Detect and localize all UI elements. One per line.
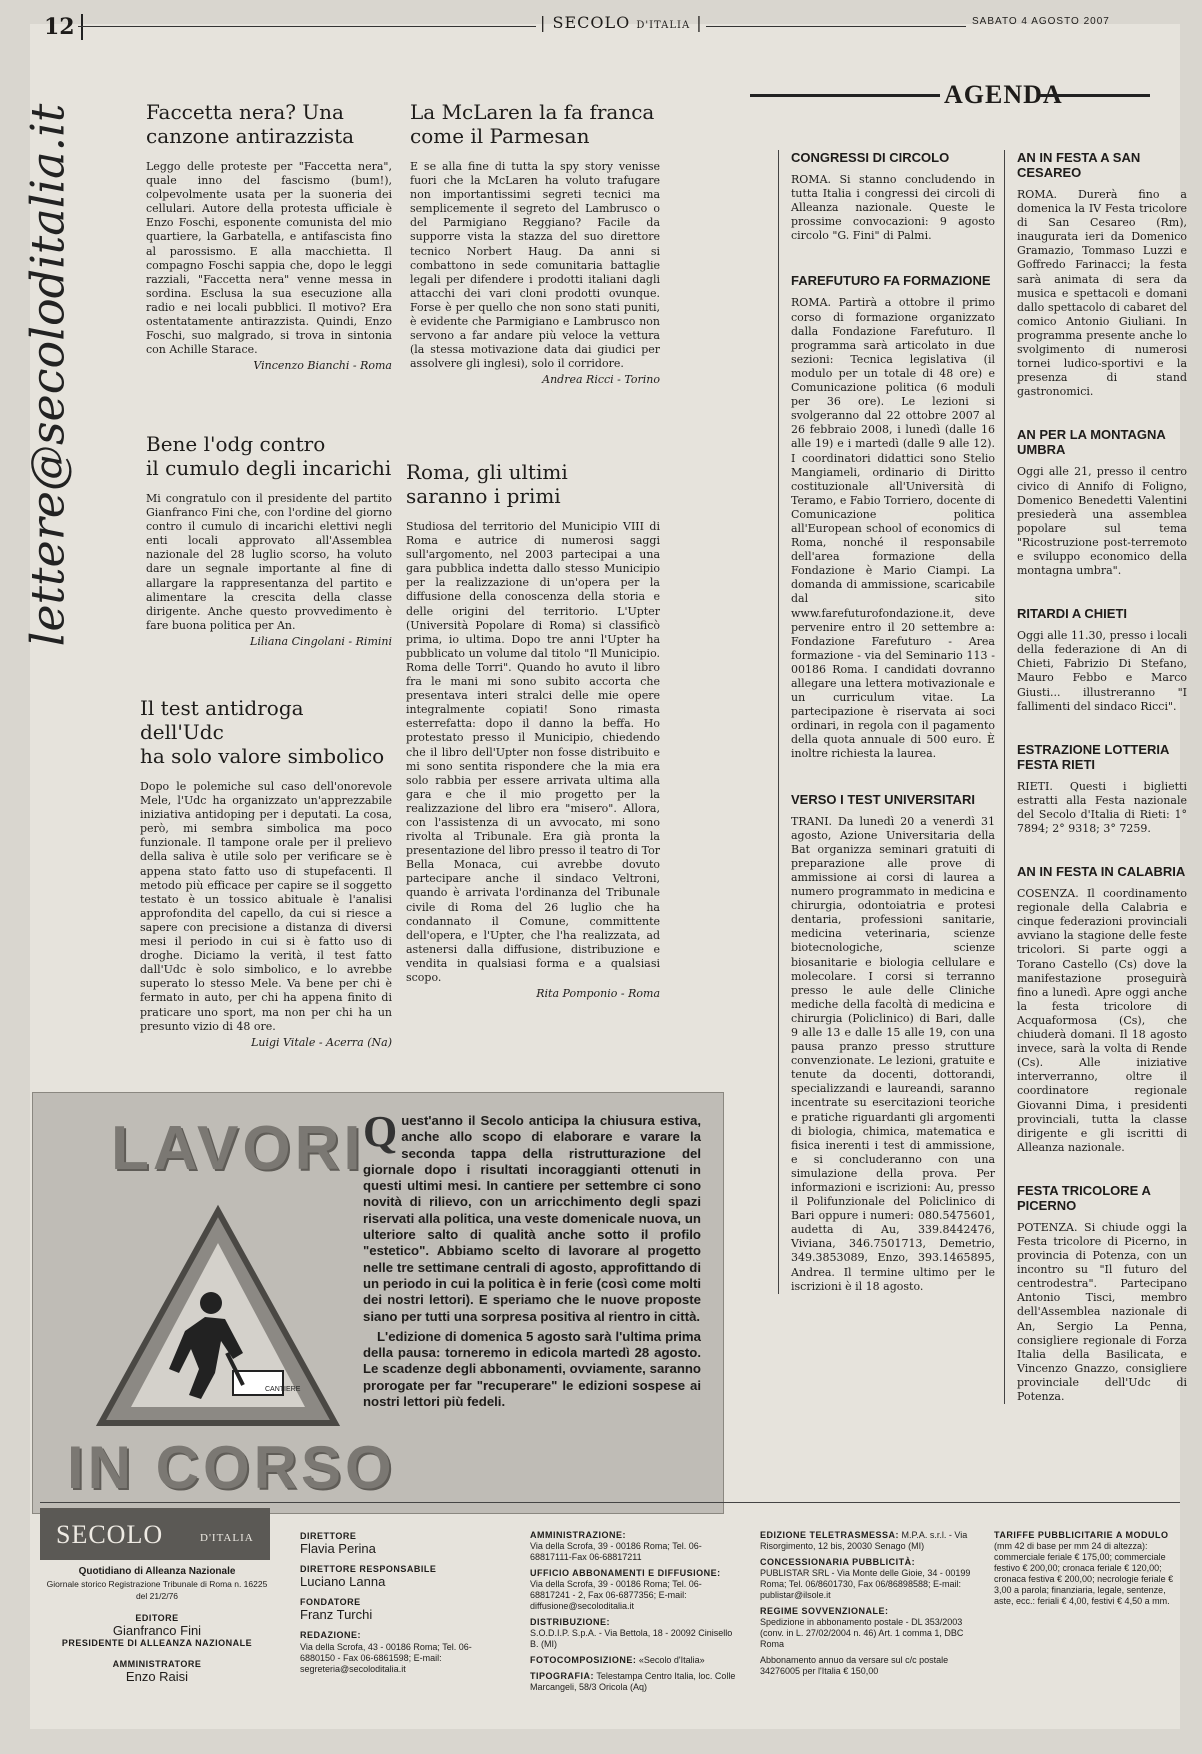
- agenda-item-title: VERSO I TEST UNIVERSITARI: [791, 791, 975, 807]
- editor-name: Gianfranco Fini: [112, 1623, 202, 1638]
- editor-role: PRESIDENTE DI ALLEANZA NAZIONALE: [61, 1638, 253, 1648]
- publication-title: SECOLO: [552, 13, 631, 32]
- agenda-item-body: RIETI. Questi i biglietti estratti alla Festa nazionale del Secolo d'Italia di Rieti: 1° 7894; 2° 9318; 3° 7259.: [1017, 779, 1187, 835]
- agenda-rule-right: [1040, 94, 1150, 97]
- banner-word-in-corso: IN CORSO: [67, 1434, 396, 1501]
- masthead-suffix: D'ITALIA: [200, 1532, 254, 1544]
- footer-rule: [40, 1502, 1180, 1503]
- agenda-item-body: ROMA. Partirà a ottobre il primo corso di formazione organizzato dalla Fondazione Farefuturo. Il programma sarà articolato in due sezioni: Tecnica legislativa (il modulo per un totale di 48 ore) e Comunicazione politica (6 moduli per 36 ore). Le lezioni si svolgeranno dal 22 ottobre 2007 al 26 febbraio 2008, i lunedì (dalle 16 alle 19) e i martedì (dalle 9 alle 12). I coordinatori didattici sono Stelio Mangiameli, ordinario di Diritto costituzionale all'Università di Teramo, e Fabio Torriero, docente di Comunicazione politica all'European school of economics di Roma, nonché il responsabile dell'area formazione della Fondazione è Mario Ciampi. La domanda di ammissione, scaricabile dal sito www.farefuturofondazione.it, deve pervenire entro il 20 settembre a: Fondazione Farefuturo - Area formazione - via del Seminario 113 - 00186 Roma. I candidati dovranno allegare una lettera motivazionale e un curriculum vitae. La partecipazione è riservata ai soci ordinari, in regola con il pagamento della quota annuale di 500 euro. È inoltre richiesta la laurea.: [791, 296, 995, 761]
- agenda-item: [1017, 864, 1187, 1155]
- agenda-item-title: FAREFUTURO FA FORMAZIONE: [791, 273, 991, 289]
- banner-dropcap: Q: [363, 1107, 398, 1156]
- agenda-item-title: RITARDI A CHIETI: [1017, 606, 1128, 622]
- agenda-item-title: FESTA TRICOLORE A PICERNO: [1017, 1182, 1151, 1213]
- footer-editor-block: [44, 1566, 270, 1683]
- agenda-item: [1017, 606, 1187, 714]
- admin-name: Enzo Raisi: [125, 1669, 189, 1684]
- letter-body: Leggo delle proteste per "Faccetta nera", quale inno del fascismo (bum!), colpevolmente usata per la suoneria dei cellulari. Autore della protesta ufficiale è Enzo Foschi, esponente comunista del mio quartiere, la Garbatella, e antifascista fino al parossismo. E alla macchietta. Il compagno Foschi sappia che, dopo le leggi razziali, "Faccetta nera" venne messa in sordina. Esclusa la sua esecuzione alla radio e nei locali pubblici. Il motivo? Era ostentatamente antirazzista. Quindi, Enzo Foschi, suo malgrado, si trova in sintonia con Achille Starace.: [146, 160, 392, 357]
- letter-body: E se alla fine di tutta la spy story venisse fuori che la McLaren ha voluto trafugare non importantissimi segreti tecnici ma semplicemente il segreto del Lambrusco o del Parmigiano Reggiano? Facile da supporre vista la stazza del suo direttore tecnico Norbert Haug. Da anni si combattono in sede comunitaria battaglie legali per difendere i prodotti italiani dagli attacchi dei vari cloni prodotti ovunque. Forse è per quello che non sono stati puniti, è evidente che Parmigiano e Lambrusco non servono a far andare più veloce la vettura (la stessa motivazione data dai giudici per assolvere gli inglesi), solo il corridore.: [410, 160, 660, 371]
- letters-email-vertical: [2, 103, 92, 647]
- letter-signature: Rita Pomponio - Roma: [536, 987, 660, 1001]
- agenda-item-body: ROMA. Si stanno concludendo in tutta Italia i congressi dei circoli di Alleanza nazionale. Queste le prossime convocazioni: 9 agosto circolo "G. Fini" di Palmi.: [791, 173, 995, 243]
- lavori-in-corso-banner: [32, 1092, 724, 1514]
- page-number: 12: [44, 14, 83, 40]
- letter-title: Il test antidroga dell'Udc ha solo valore simbolico: [140, 696, 385, 768]
- banner-paragraph-2: L'edizione di domenica 5 agosto sarà l'ultima prima della pausa: torneremo in edicola martedì 28 agosto. Le scadenze degli abbonamenti, ovviamente, saranno prorogate per far "recuperare" le edizioni sospese ai nostri lettori più fedeli.: [363, 1328, 701, 1410]
- agenda-item-body: ROMA. Durerà fino a domenica la IV Festa tricolore di San Cesareo (Rm), inaugurata ieri da Domenico Gramazio, Tommaso Luzzi e Goffredo Farinacci; la festa sarà animata di sera da musica e spettacoli e domani dallo spettacolo di cabaret del comico Antonio Giuliani. In programma presente anche lo svolgimento di numerosi tornei ludico-sportivi e la presenza di stand gastronomici.: [1017, 188, 1187, 399]
- letter-signature: Luigi Vitale - Acerra (Na): [251, 1035, 392, 1049]
- agenda-rule-left: [750, 94, 940, 97]
- header-rule-right: [706, 26, 966, 27]
- agenda-title: AGENDA: [944, 80, 1063, 109]
- agenda-item-body: POTENZA. Si chiude oggi la Festa tricolore di Picerno, in provincia di Potenza, con un incontro su "Il futuro del centrodestra". Partecipano Antonio Tisci, membro dell'Assemblea nazionale di An, Sergio La Penna, consigliere regionale di Forza Italia della Basilicata, e Vincenzo Gnazzo, consigliere provinciale dell'Udc di Potenza.: [1017, 1220, 1187, 1403]
- footer-directors: DIRETTORE Flavia Perina DIRETTORE RESPONSABILE Luciano Lanna FONDATORE Franz Turchi REDAZIONE: Via della Scrofa, 43 - 00186 Roma; Tel. 06-6880150 - Fax 06-6861598; E-mail: segreteria@secoloditalia.it: [300, 1530, 496, 1675]
- roadwork-sign-icon: [93, 1203, 343, 1433]
- letter-title: Bene l'odg contro il cumulo degli incarichi: [146, 432, 392, 480]
- agenda-item: [1017, 742, 1187, 836]
- letter-title: Faccetta nera? Una canzone antirazzista: [146, 100, 355, 148]
- masthead-title: SECOLO: [56, 1520, 164, 1549]
- agenda-item-body: Oggi alle 11.30, presso i locali della federazione di An di Chieti, Fabrizio Di Stefano, Mauro Febbo e Marco Giusti... illustreranno "I fallimenti del sindaco Ricci".: [1017, 629, 1187, 713]
- footer-administration: AMMINISTRAZIONE: Via della Scrofa, 39 - 00186 Roma; Tel. 06-68817111-Fax 06-68817211 UFFICIO ABBONAMENTI E DIFFUSIONE: Via della Scrofa, 39 - 00186 Roma; Tel. 06-68817241 - 2, Fax 06-6877356; E-mail: diffusione@secoloditalia.it DISTRIBUZIONE: S.O.D.I.P. S.p.A. - Via Bettola, 18 - 20092 Cinisello B. (MI) FOTOCOMPOSIZIONE: «Secolo d'Italia» TIPOGRAFIA: Telestampa Centro Italia, loc. Colle Marcangeli, 58/3 Oricola (Aq): [530, 1530, 736, 1692]
- footer-registration: Giornale storico Registrazione Tribunale di Roma n. 16225 del 21/2/76: [46, 1579, 268, 1601]
- agenda-item: [1017, 150, 1187, 399]
- agenda-item-title: AN PER LA MONTAGNA UMBRA: [1017, 427, 1166, 458]
- agenda-right-column: [1004, 150, 1187, 1404]
- letter-5: [406, 460, 660, 1000]
- letter-title: Roma, gli ultimi saranno i primi: [406, 460, 568, 508]
- footer-tagline: Quotidiano di Alleanza Nazionale: [78, 1566, 236, 1577]
- redazione-info: Via della Scrofa, 43 - 00186 Roma; Tel. 06-6880150 - Fax 06-6861598; E-mail: segreteria@secoloditalia.it: [300, 1642, 472, 1674]
- agenda-left-column: [778, 150, 995, 1294]
- agenda-item-body: TRANI. Da lunedì 20 a venerdì 31 agosto, Azione Universitaria della Bat organizza seminari gratuiti di preparazione alle prove di ammissione ai corsi di laurea a numero programmato in medicina e chirurgia, odontoiatria e protesi dentaria, professioni sanitarie, medicina veterinaria, scienze biotecnologiche, scienze biosanitarie e biologia cellulare e molecolare. I corsi si terranno presso le aule delle Cliniche mediche della facoltà di medicina e chirurgia (Policlinico) di Bari, dalle 9 alle 13 e dalle 15 alle 19, con una pausa pranzo presso strutture convenzionate. Le lezioni, gratuite e tenute da docenti, dottorandi, specializzandi e laureandi, saranno incentrate su esercitazioni teoriche e pratiche riguardanti gli argomenti di biologia, chimica, matematica e fisica inerenti i test di ammissione, e si concluderanno con una simulazione della prova. Per informazioni e iscrizioni: Au, presso il Polifunzionale del Policlinico di Bari oppure i numeri: 080.5475601, audetta di Au, 339.8442476, Viviana, 346.7501713, Demetrio, 349.3853089, Enzo, 393.1465895, Andrea. Il termine ultimo per le iscrizioni è il 18 agosto.: [791, 814, 995, 1293]
- agenda-item-body: COSENZA. Il coordinamento regionale della Calabria e cinque federazioni provinciali avviano la stagione delle feste tricolori. Si parte oggi a Torano Castello (Cs) dove la manifestazione proseguirà fino a lunedì. Apre oggi anche la festa tricolore di Acquaformosa (Cs), che chiuderà domani. Il 18 agosto invece, sarà la volta di Rende (Cs). Alle iniziative interverranno, oltre il coordinatore regionale Giovanni Dima, i presidenti provinciali, tutta la classe dirigente e gli iscritti di Alleanza nazionale.: [1017, 887, 1187, 1154]
- letter-1: [146, 100, 392, 372]
- issue-date: SABATO 4 AGOSTO 2007: [972, 16, 1110, 27]
- resp-director-name: Luciano Lanna: [300, 1574, 386, 1589]
- letter-4: [410, 100, 660, 386]
- publication-suffix: D'ITALIA: [636, 20, 691, 31]
- footer-ad-rates: TARIFFE PUBBLICITARIE A MODULO (mm 42 di base per mm 24 di altezza): commerciale feriale € 175,00; commerciale festivo € 200,00; cronaca feriale € 120,00; cronaca festiva € 200,00; necrologie feriale € 3,00 a parola; finanziaria, legale, sentenze, aste, ecc.: feriali € 4,00, festivi € 4,50 a mm.: [994, 1530, 1174, 1606]
- header-rule: [78, 26, 536, 27]
- letter-signature: Liliana Cingolani - Rimini: [250, 634, 392, 648]
- publication-name: | SECOLO D'ITALIA |: [540, 13, 703, 32]
- letter-title: La McLaren la fa franca come il Parmesan: [410, 100, 655, 148]
- letter-signature: Vincenzo Bianchi - Roma: [253, 359, 392, 373]
- agenda-item-title: AN IN FESTA IN CALABRIA: [1017, 864, 1186, 880]
- letter-signature: Andrea Ricci - Torino: [542, 373, 660, 387]
- footer-distribution: EDIZIONE TELETRASMESSA: M.P.A. s.r.l. - Via Risorgimento, 12 bis, 20030 Senago (MI) CONCESSIONARIA PUBBLICITÀ: PUBLISTAR SRL - Via Monte delle Gioie, 34 - 00199 Roma; Tel. 06/8601730, Fax 06/86898588; E-mail: publistar@ilsole.it REGIME SOVVENZIONALE: Spedizione in abbonamento postale - DL 353/2003 (conv. in L. 27/02/2004 n. 46) Art. 1 comma 1, DBC Roma Abbonamento annuo da versare sul c/c postale 34276005 per l'Italia € 150,00: [760, 1530, 971, 1676]
- agenda-item-body: Oggi alle 21, presso il centro civico di Annifo di Foligno, Domenico Benedetti Valentini presiederà una assemblea popolare sul tema "Ricostruzione post-terremoto e sviluppo economico della montagna umbra".: [1017, 465, 1187, 578]
- agenda-item-title: ESTRAZIONE LOTTERIA FESTA RIETI: [1017, 741, 1169, 772]
- letter-2: [146, 432, 392, 648]
- agenda-item: [791, 792, 995, 1294]
- director-name: Flavia Perina: [300, 1541, 376, 1556]
- agenda-item: [791, 273, 995, 761]
- founder-name: Franz Turchi: [300, 1607, 373, 1622]
- letter-body: Studiosa del territorio del Municipio VIII di Roma e autrice di numerosi saggi sull'argomento, nel 2003 partecipai a una gara pubblica indetta dallo stesso Municipio per la realizzazione di un'opera per la diffusione della conoscenza della storia e delle origini del territorio. L'Upter (Università Popolare di Roma) si classificò prima, io ultima. Dopo tre anni l'Upter ha pubblicato un volume dal titolo "Il Municipio. Roma delle Torri". Quando ho avuto il libro fra le mani mi sono subito accorta che presentava interi stralci delle mie opere integralmente copiati! Sono rimasta esterrefatta: dopo il danno la beffa. Ho protestato presso il Municipio, chiedendo che il libro dell'Upter non fosse distribuito e mi sono sentita rispondere che la mia era solo rabbia per essere arrivata ultima alla gara e che il mio progetto per la realizzazione del libro era "misero". Allora, con l'assistenza di un avvocato, mi sono rivolta al Tribunale. Era già pronta la presentazione del libro presso il teatro di Tor Bella Monaca, cui avrebbe dovuto partecipare anche il sindaco Veltroni, quando è arrivata l'ordinanza del Tribunale civile di Roma del 26 luglio che ha condannato il Comune, committente dell'opera, e l'Upter, che l'ha realizzata, ad astenersi dalla diffusione, distribuzione e vendita in qualsiasi forma e a qualsiasi scopo.: [406, 520, 660, 984]
- admin-label: AMMINISTRATORE: [112, 1659, 202, 1669]
- agenda-item: [1017, 427, 1187, 578]
- banner-text-block: [363, 1107, 701, 1410]
- banner-paragraph-1: Quest'anno il Secolo anticipa la chiusura estiva, anche allo scopo di elaborare e varare la seconda tappa della ristrutturazione del giornale dopo i risultati incoraggianti ottenuti in questi ultimi mesi. In cantiere per settembre ci sono novità di rilievo, con un arricchimento degli spazi riservati alla politica, una veste domenicale nuova, un ulteriore salto di qualità anche sotto il profilo "estetico". Abbiamo scelto di lavorare al progetto nelle tre settimane centrali di agosto, approfittando di un periodo in cui la politica è in ferie (così come molti dei nostri lettori). E speriamo che le nuove proposte siano per tutti una sorpresa positiva al rientro in città.: [363, 1107, 701, 1324]
- agenda-item-title: AN IN FESTA A SAN CESAREO: [1017, 150, 1141, 180]
- agenda-item: [791, 150, 995, 243]
- sign-label: CANTIERE: [265, 1386, 301, 1393]
- letter-3: [140, 696, 392, 1049]
- agenda-item-title: CONGRESSI DI CIRCOLO: [791, 150, 950, 165]
- letters-email[interactable]: lettere@secoloditalia.it: [20, 103, 74, 647]
- letter-body: Dopo le polemiche sul caso dell'onorevole Mele, l'Udc ha organizzato un'apprezzabile iniziativa antidoping per i deputati. La cosa, però, mi sembra simbolica ma poco funzionale. Il tampone orale per il prelievo della saliva è utile solo per verificare se è appena stato fatto uso di stupefacenti. Il metodo più efficace per capire se il soggetto testato è un tossico abituale è l'analisi approfondita del capello, da cui si riesce a sapere con precisione a distanza di diversi mesi il periodo in cui si è fatto uso di droghe. Diciamo la verità, il test fatto dall'Udc è solo simbolico, e lo avrebbe superato lo stesso Mele. Va bene per chi è fermato in auto, per chi ha appena finito di praticare uno sport, ma non per chi ha un presunto vizio di 48 ore.: [140, 780, 392, 1033]
- agenda-item: [1017, 1183, 1187, 1404]
- letter-body: Mi congratulo con il presidente del partito Gianfranco Fini che, con l'ordine del giorno contro il cumulo di incarichi elettivi negli enti locali approvato all'Assemblea nazionale del 28 luglio scorso, ha voluto dare un segnale importante al fine di allargare la rappresentanza del partito e alimentare la crescita della classe dirigente. Anche questo provvedimento è fare buona politica per An.: [146, 492, 392, 632]
- banner-word-lavori: LAVORI: [111, 1114, 365, 1183]
- footer-masthead: [40, 1508, 270, 1560]
- editor-label: EDITORE: [135, 1613, 179, 1623]
